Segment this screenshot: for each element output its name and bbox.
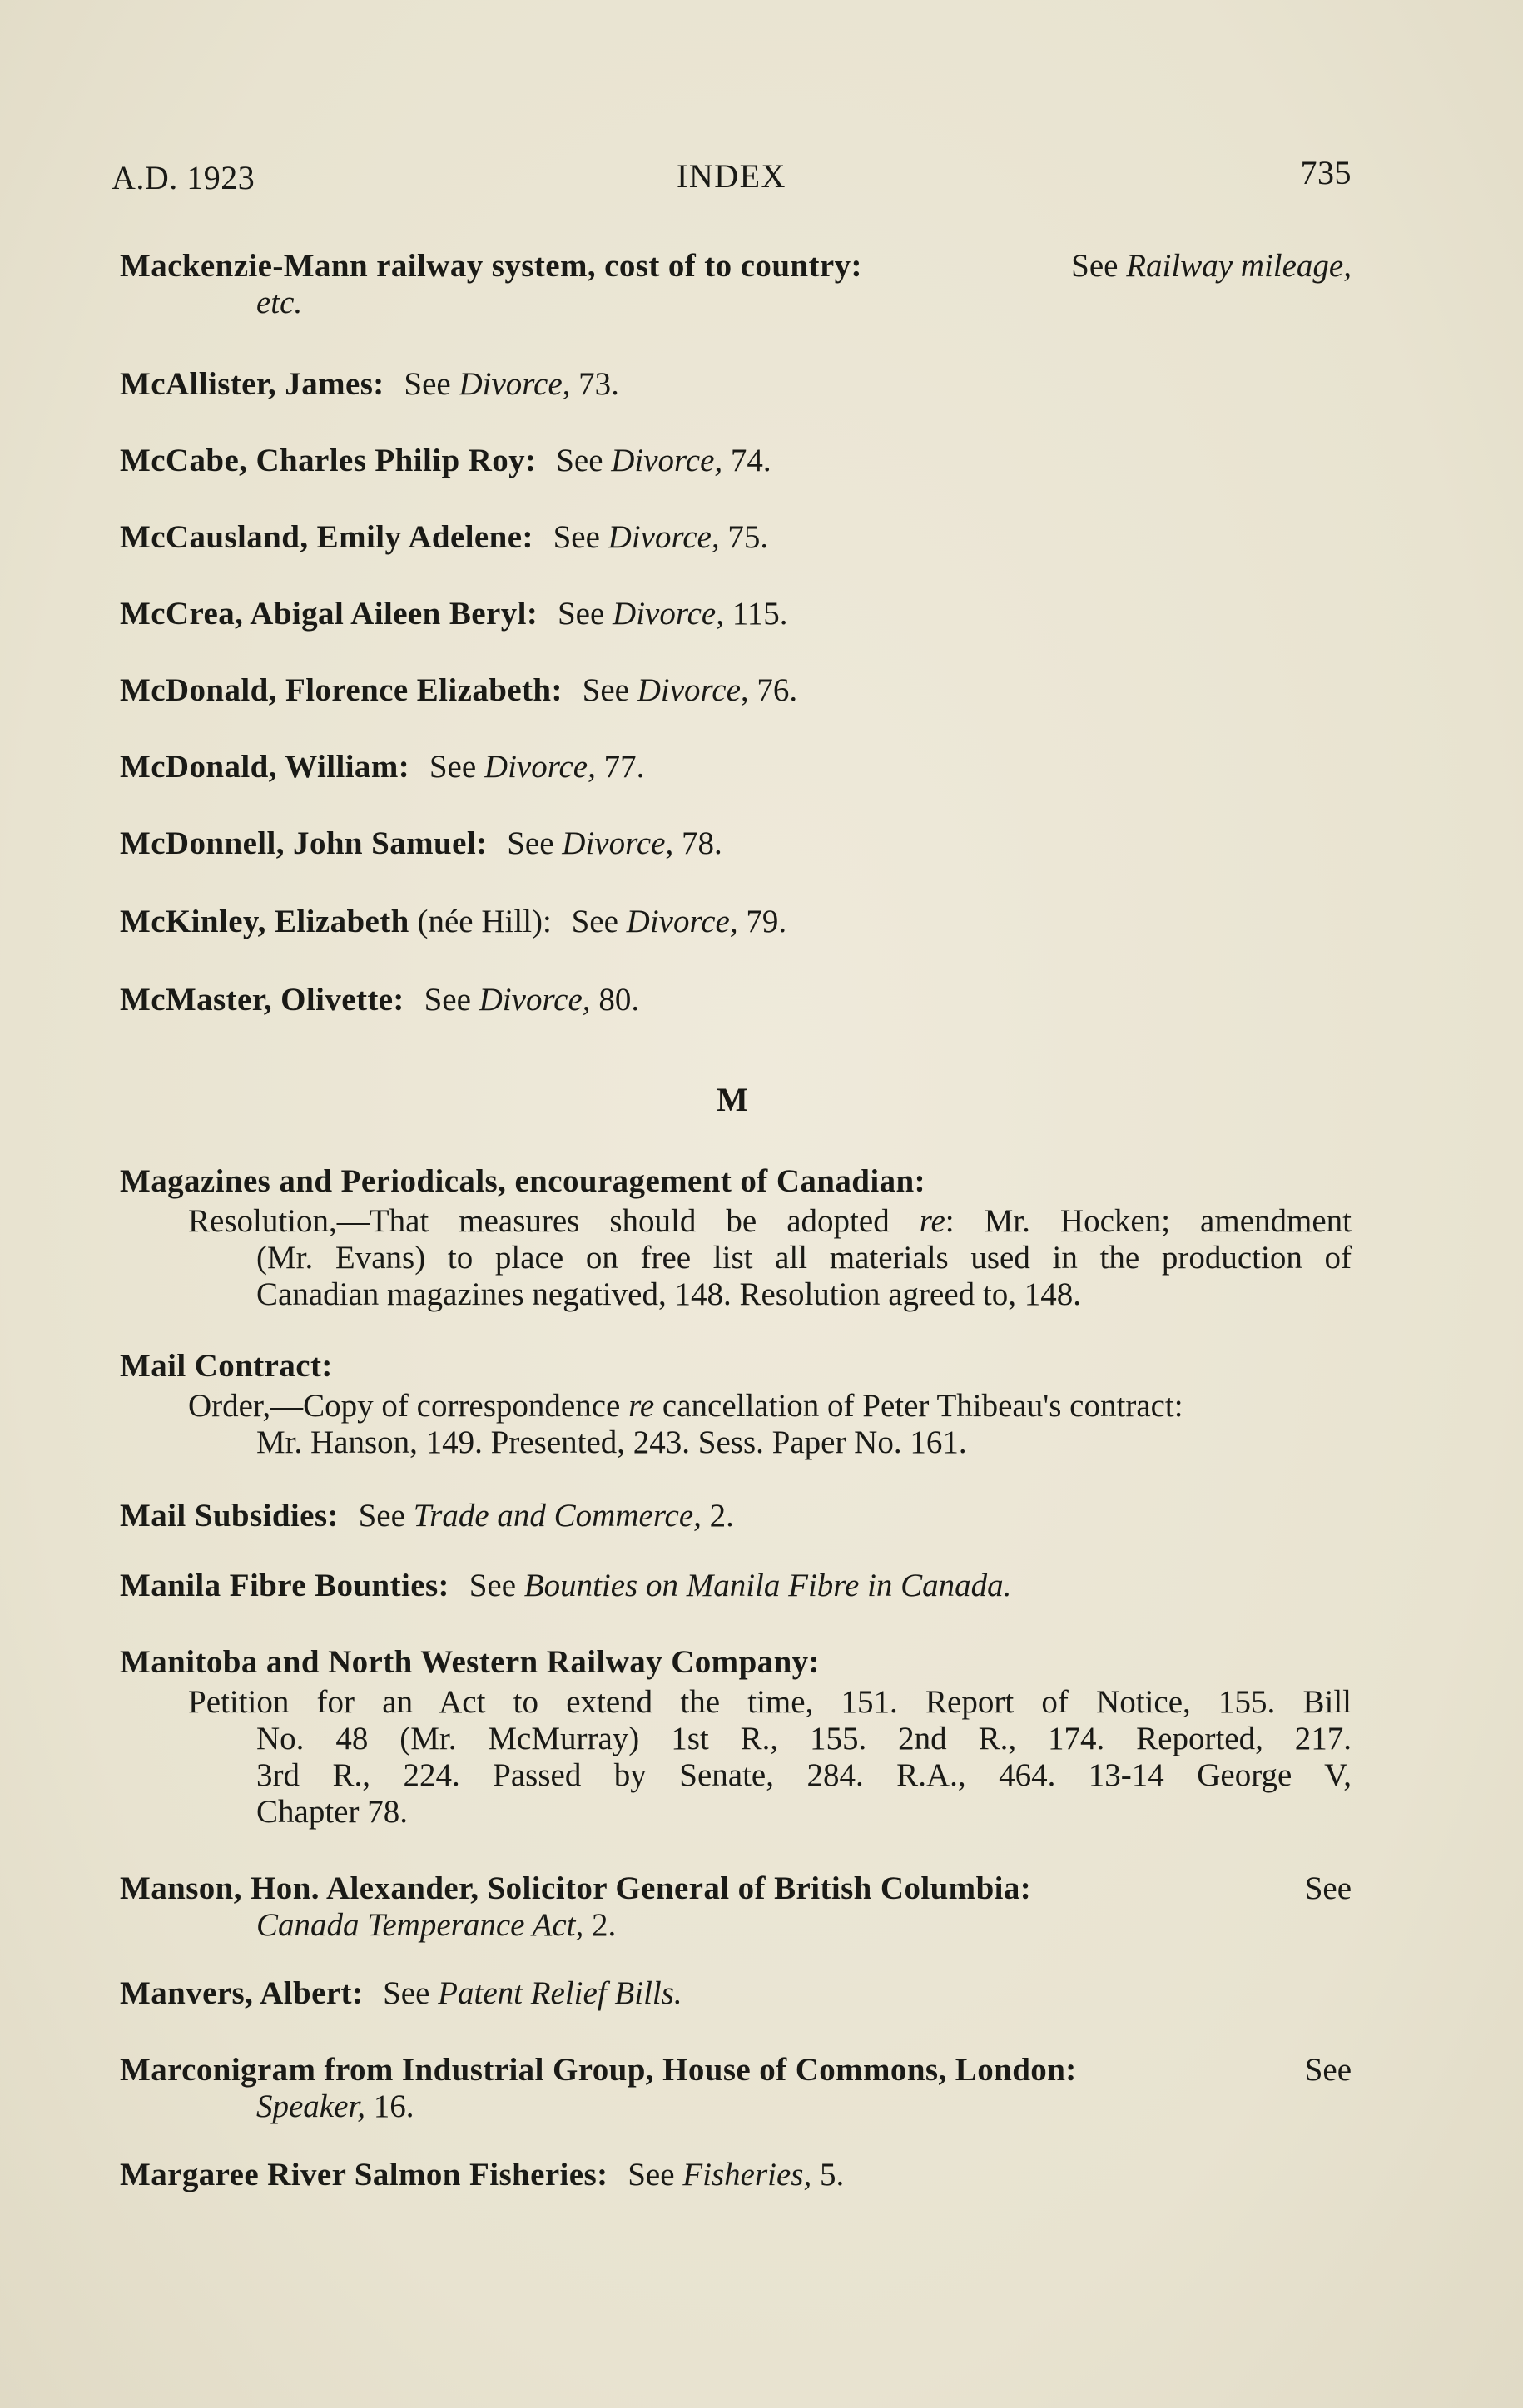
running-head — [112, 154, 1352, 201]
index-entry — [120, 982, 1352, 1018]
reference-number: 74. — [722, 443, 771, 478]
entry-body — [120, 1684, 1352, 1831]
reference-number: 73. — [570, 366, 619, 402]
reference-number: 76. — [748, 672, 798, 708]
index-entry — [120, 1163, 1352, 1313]
entry-body — [120, 1388, 1352, 1461]
section-letter: M — [717, 1081, 748, 1118]
text-fragment: Order,—Copy of correspondence — [188, 1388, 629, 1424]
index-entry — [120, 672, 1352, 709]
index-entry — [120, 749, 1352, 785]
entry-heading: McCrea, Abigal Aileen Beryl: — [120, 596, 538, 632]
reference-number: 75. — [719, 519, 769, 555]
reference-number: 78. — [673, 825, 722, 861]
entry-heading: McMaster, Olivette: — [120, 982, 404, 1018]
cross-reference: Bounties on Manila Fibre in Canada. — [523, 1568, 1012, 1603]
see-label: See — [1304, 1870, 1352, 1906]
reference-number: 77. — [595, 749, 645, 785]
cross-reference: Patent Relief Bills. — [438, 1975, 682, 2011]
entry-line: Chapter 78. — [256, 1794, 408, 1830]
page-number: 735 — [1300, 154, 1352, 191]
cross-reference: Speaker, — [256, 2088, 366, 2124]
index-entry — [120, 1870, 1352, 1944]
entry-heading: McKinley, Elizabeth — [120, 904, 409, 939]
cross-reference: Divorce, — [626, 904, 738, 939]
cross-reference: Canada Temperance Act, — [256, 1907, 584, 1943]
cross-reference: Divorce, — [562, 825, 674, 861]
entry-heading: McDonald, William: — [120, 749, 410, 785]
entry-line: (Mr. Evans) to place on free list all materials used in the production of — [256, 1240, 1352, 1276]
reference-number: 79. — [737, 904, 787, 939]
entry-heading: Margaree River Salmon Fisheries: — [120, 2157, 608, 2192]
cross-reference: Divorce, — [479, 982, 591, 1018]
index-entry — [120, 825, 1352, 862]
reference-number: 5. — [811, 2157, 845, 2192]
entry-heading: Manvers, Albert: — [120, 1975, 364, 2011]
entry-line: 3rd R., 224. Passed by Senate, 284. R.A., 464. 13-14 George V, — [256, 1757, 1352, 1793]
index-entry — [120, 1498, 1352, 1534]
entry-heading: McDonald, Florence Elizabeth: — [120, 672, 563, 708]
entry-heading: McCausland, Emily Adelene: — [120, 519, 533, 555]
see-label: See — [582, 672, 629, 708]
see-label: See — [404, 366, 451, 402]
entry-line: No. 48 (Mr. McMurray) 1st R., 155. 2nd R., 174. Reported, 217. — [256, 1721, 1352, 1756]
text-fragment: Resolution,—That measures should be adopted — [188, 1203, 920, 1239]
entry-heading: Manila Fibre Bounties: — [120, 1568, 449, 1603]
entry-body — [120, 1203, 1352, 1313]
entry-heading: McAllister, James: — [120, 366, 384, 402]
see-label: See — [424, 982, 471, 1018]
entry-heading: Mail Contract: — [120, 1348, 333, 1384]
cross-reference-continued: etc. — [256, 285, 303, 320]
text-fragment: : Mr. Hocken; amendment — [945, 1203, 1352, 1239]
re-italic: re — [919, 1203, 945, 1239]
entry-heading: Mackenzie-Mann railway system, cost of to country: — [120, 248, 862, 284]
see-label: See — [628, 2157, 675, 2192]
see-label: See — [553, 519, 600, 555]
reference-number: 115. — [723, 596, 788, 632]
index-entry — [120, 248, 1352, 321]
cross-reference: Fisheries, — [682, 2157, 812, 2192]
reference-number: 16. — [365, 2088, 414, 2124]
entry-line: Petition for an Act to extend the time, 151. Report of Notice, 155. Bill — [188, 1684, 1352, 1720]
index-entry — [120, 519, 1352, 556]
re-italic: re — [628, 1388, 655, 1424]
entry-heading: Marconigram from Industrial Group, House of Commons, London: — [120, 2052, 1077, 2088]
index-entry — [120, 1644, 1352, 1831]
index-entry — [120, 904, 1352, 940]
cross-reference: Divorce, — [459, 366, 571, 402]
header-title: INDEX — [677, 157, 786, 195]
index-entry — [120, 596, 1352, 632]
entry-qualifier: (née Hill): — [409, 904, 552, 939]
index-entry — [120, 366, 1352, 403]
see-label: See — [571, 904, 618, 939]
index-entry — [120, 1568, 1352, 1604]
see-label: See — [507, 825, 554, 861]
reference-number: 2. — [701, 1498, 734, 1533]
header-year: A.D. 1923 — [112, 159, 255, 196]
index-entry — [120, 1975, 1352, 2012]
see-label: See — [383, 1975, 430, 2011]
reference-number: 2. — [583, 1907, 617, 1943]
entry-line — [188, 1203, 1352, 1240]
index-entry — [120, 1348, 1352, 1461]
entry-line — [188, 1388, 1352, 1424]
see-label: See — [358, 1498, 405, 1533]
entry-heading: McDonnell, John Samuel: — [120, 825, 488, 861]
entry-line: Mr. Hanson, 149. Presented, 243. Sess. Paper No. 161. — [256, 1424, 967, 1460]
see-label: See — [556, 443, 603, 478]
cross-reference: Trade and Commerce, — [413, 1498, 702, 1533]
entry-line: Canadian magazines negatived, 148. Resolution agreed to, 148. — [256, 1276, 1081, 1312]
index-entry — [120, 443, 1352, 479]
cross-reference: Divorce, — [484, 749, 596, 785]
cross-reference: Divorce, — [637, 672, 749, 708]
reference-number: 80. — [590, 982, 640, 1018]
see-label: See — [557, 596, 605, 632]
entry-heading: Manson, Hon. Alexander, Solicitor General of British Columbia: — [120, 1870, 1032, 1906]
cross-reference: Railway mileage, — [1126, 248, 1352, 284]
see-label: See — [429, 749, 477, 785]
cross-reference: Divorce, — [613, 596, 724, 632]
text-fragment: cancellation of Peter Thibeau's contract: — [654, 1388, 1183, 1424]
see-label: See — [469, 1568, 516, 1603]
index-entry — [120, 2157, 1352, 2193]
entry-heading: Magazines and Periodicals, encouragement of Canadian: — [120, 1163, 925, 1199]
entry-heading: McCabe, Charles Philip Roy: — [120, 443, 537, 478]
see-label: See — [1071, 248, 1119, 284]
entry-heading: Mail Subsidies: — [120, 1498, 339, 1533]
entry-heading: Manitoba and North Western Railway Company: — [120, 1644, 820, 1680]
cross-reference: Divorce, — [611, 443, 723, 478]
index-entry — [120, 2052, 1352, 2125]
see-label: See — [1304, 2052, 1352, 2088]
cross-reference: Divorce, — [608, 519, 720, 555]
